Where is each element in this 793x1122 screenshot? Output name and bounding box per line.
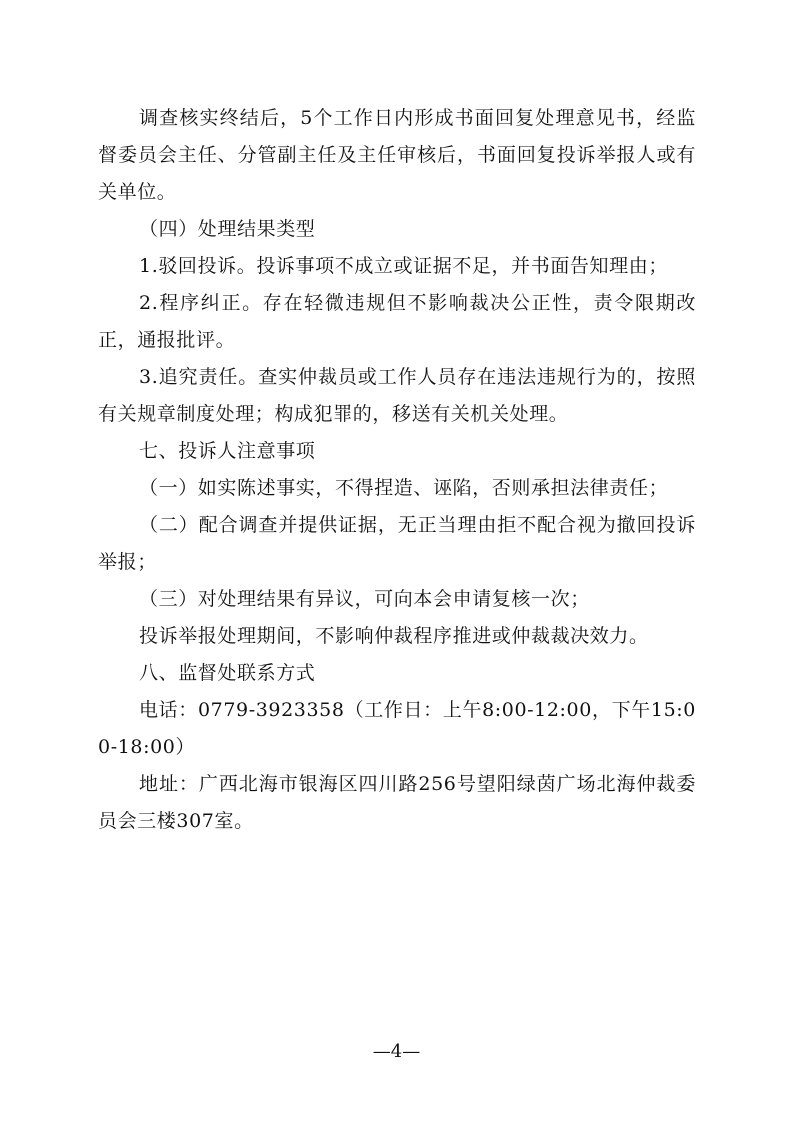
heading-result-types: （四）处理结果类型 bbox=[139, 218, 316, 240]
paragraph-dismiss: 1.驳回投诉。投诉事项不成立或证据不足，并书面告知理由； bbox=[139, 255, 668, 277]
paragraph-accountability: 3.追究责任。查实仲裁员或工作人员存在违法违规行为的，按照有关规章制度处理；构成犯罪的，移送有关机关处理。 bbox=[98, 366, 696, 425]
paragraph-correction: 2.程序纠正。存在轻微违规但不影响裁决公正性，责令限期改正，通报批评。 bbox=[98, 292, 696, 351]
page-number: —4— bbox=[372, 1041, 421, 1062]
heading-complainant-notes: 七、投诉人注意事项 bbox=[139, 440, 316, 462]
paragraph-no-effect: 投诉举报处理期间，不影响仲裁程序推进或仲裁裁决效力。 bbox=[139, 625, 649, 647]
paragraph-reply-deadline: 调查核实终结后，5个工作日内形成书面回复处理意见书，经监督委员会主任、分管副主任及主任审核后，书面回复投诉举报人或有关单位。 bbox=[98, 107, 696, 203]
paragraph-address: 地址：广西北海市银海区四川路256号望阳绿茵广场北海仲裁委员会三楼307室。 bbox=[98, 773, 696, 832]
document-body bbox=[98, 100, 696, 840]
heading-contact: 八、监督处联系方式 bbox=[139, 662, 316, 684]
paragraph-note-truthful: （一）如实陈述事实，不得捏造、诬陷，否则承担法律责任； bbox=[139, 477, 669, 499]
paragraph-note-review: （三）对处理结果有异议，可向本会申请复核一次； bbox=[139, 588, 590, 610]
paragraph-note-cooperate: （二）配合调查并提供证据，无正当理由拒不配合视为撤回投诉举报； bbox=[98, 514, 696, 573]
paragraph-phone: 电话：0779-3923358（工作日：上午8:00-12:00，下午15:00-18:00） bbox=[98, 699, 696, 758]
